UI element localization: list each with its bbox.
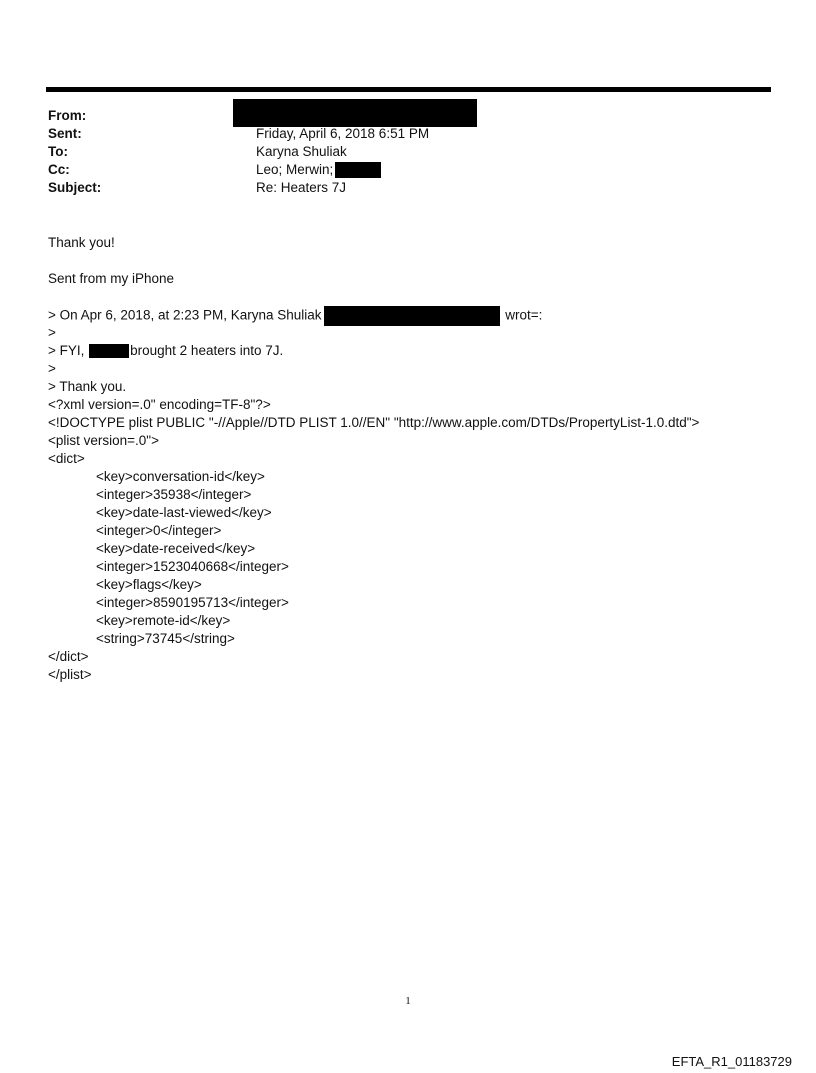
- cc-redaction: [335, 162, 381, 178]
- cc-value-wrap: [256, 161, 381, 179]
- quote-fyi-prefix: > FYI,: [48, 343, 89, 358]
- to-value: Karyna Shuliak: [256, 144, 347, 159]
- xml-line: <plist version=.0">: [48, 433, 159, 448]
- xml-line: <dict>: [48, 451, 85, 466]
- cc-row: [48, 161, 748, 179]
- page-number: 1: [405, 995, 411, 1007]
- quote-thanks: > Thank you.: [48, 379, 127, 394]
- dict-entry: <key>conversation-id</key>: [96, 469, 265, 484]
- email-header: [48, 107, 748, 197]
- xml-line: <?xml version=.0" encoding=TF-8"?>: [48, 397, 271, 412]
- signature: Sent from my iPhone: [48, 271, 175, 286]
- email-redaction: [324, 306, 500, 326]
- subject-row: [48, 179, 748, 197]
- dict-entry: <key>date-last-viewed</key>: [96, 505, 272, 520]
- from-label: From:: [48, 108, 87, 123]
- from-row: [48, 107, 748, 125]
- cc-value: Leo; Merwin;: [256, 162, 334, 177]
- quote-intro-prefix: > On Apr 6, 2018, at 2:23 PM, Karyna Shuliak: [48, 307, 322, 323]
- to-row: [48, 143, 748, 161]
- sent-row: [48, 125, 748, 143]
- to-label: To:: [48, 144, 68, 159]
- dict-entry: <string>73745</string>: [96, 631, 235, 646]
- dict-entry: <integer>8590195713</integer>: [96, 595, 289, 610]
- dict-entry: <integer>1523040668</integer>: [96, 559, 289, 574]
- xml-line: <!DOCTYPE plist PUBLIC "-//Apple//DTD PLIST 1.0//EN" "http://www.apple.com/DTDs/PropertyList-1.0.dtd">: [48, 415, 700, 430]
- spacer: [48, 252, 788, 270]
- document-id: EFTA_R1_01183729: [671, 1054, 792, 1069]
- sent-value: Friday, April 6, 2018 6:51 PM: [256, 126, 430, 141]
- sent-label: Sent:: [48, 126, 82, 141]
- quote-intro: [48, 306, 788, 324]
- dict-entry: <integer>0</integer>: [96, 523, 222, 538]
- header-rule: [46, 87, 771, 92]
- greeting: Thank you!: [48, 235, 115, 250]
- subject-label: Subject:: [48, 180, 102, 195]
- quote-intro-suffix: wrot=:: [501, 307, 543, 323]
- dict-entry: <key>flags</key>: [96, 577, 202, 592]
- dict-entry: <key>date-received</key>: [96, 541, 256, 556]
- name-redaction: [89, 344, 129, 358]
- xml-close-dict: </dict>: [48, 649, 89, 664]
- subject-value: Re: Heaters 7J: [256, 180, 347, 195]
- dict-entry: <integer>35938</integer>: [96, 487, 252, 502]
- spacer: [48, 288, 788, 306]
- cc-label: Cc:: [48, 162, 70, 177]
- quote-blank: >: [48, 325, 56, 340]
- quote-blank: >: [48, 361, 56, 376]
- dict-entry: <key>remote-id</key>: [96, 613, 231, 628]
- quote-fyi-suffix: brought 2 heaters into 7J.: [130, 343, 284, 358]
- email-body: [48, 234, 788, 684]
- xml-close-plist: </plist>: [48, 667, 92, 682]
- quote-fyi: [48, 342, 788, 360]
- from-redaction: [233, 99, 477, 127]
